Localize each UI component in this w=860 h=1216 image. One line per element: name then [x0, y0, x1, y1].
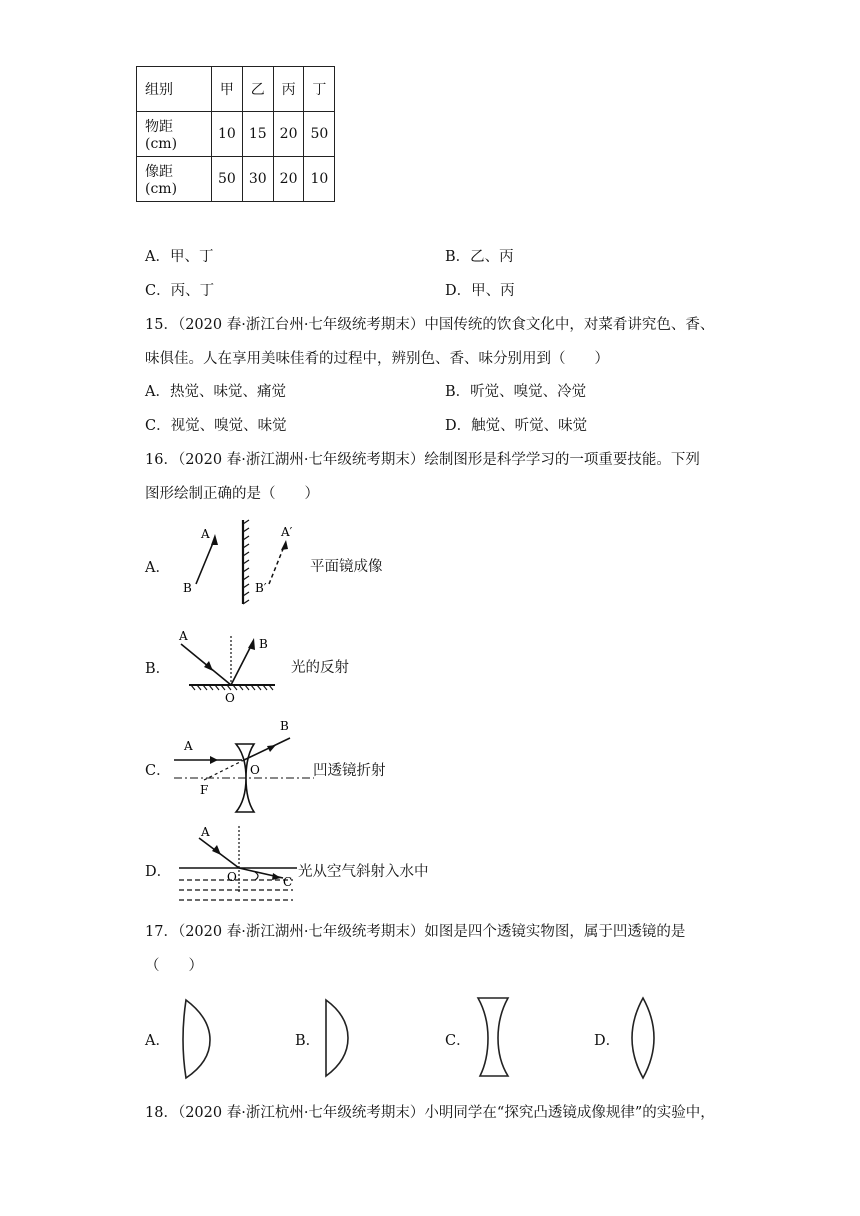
- q16-stem-line1: 16．（2020 春·浙江湖州·七年级统考期末）绘制图形是科学学习的一项重要技能。下列: [145, 452, 700, 468]
- q17-option-b[interactable]: B．: [295, 1033, 321, 1049]
- q17-stem-line2: （ ）: [145, 958, 203, 974]
- lens-a-icon: [174, 996, 218, 1082]
- table-cell: 像距(cm): [137, 157, 212, 202]
- table-cell: 15: [242, 112, 273, 157]
- label-a: A: [179, 629, 188, 643]
- table-cell: 20: [273, 112, 304, 157]
- q16-option-c-caption: 凹透镜折射: [313, 763, 386, 779]
- plane-mirror-diagram: [175, 516, 305, 608]
- table-cell: 丁: [304, 67, 335, 112]
- table-cell: 乙: [242, 67, 273, 112]
- q16-option-b[interactable]: B．: [145, 661, 171, 677]
- q15-option-c[interactable]: C．视觉、嗅觉、味觉: [145, 418, 287, 434]
- q15-option-a[interactable]: A．热觉、味觉、痛觉: [145, 384, 286, 400]
- q14-option-d[interactable]: D．甲、丙: [445, 283, 515, 299]
- table-cell: 30: [242, 157, 273, 202]
- concave-lens-icon: [474, 994, 514, 1080]
- q16-option-d[interactable]: D．: [145, 864, 172, 880]
- table-cell: 10: [212, 112, 243, 157]
- table-cell: 50: [212, 157, 243, 202]
- table-header-row: [137, 67, 335, 112]
- q16-option-d-caption: 光从空气斜射入水中: [298, 864, 429, 880]
- table-cell: 20: [273, 157, 304, 202]
- q16-option-b-caption: 光的反射: [291, 660, 349, 676]
- label-f: F: [200, 783, 209, 797]
- refraction-air-water-diagram: [175, 824, 300, 908]
- q15-stem-line1: 15．（2020 春·浙江台州·七年级统考期末）中国传统的饮食文化中，对菜肴讲究色、香、: [145, 317, 715, 333]
- q17-stem-line1: 17．（2020 春·浙江湖州·七年级统考期末）如图是四个透镜实物图，属于凹透镜的是: [145, 924, 686, 940]
- label-a: A: [201, 825, 210, 839]
- label-b: B: [259, 637, 268, 651]
- label-a: A: [184, 739, 193, 753]
- q14-option-c[interactable]: C．丙、丁: [145, 283, 215, 299]
- label-c: C: [283, 875, 293, 889]
- q16-option-a[interactable]: A．: [145, 560, 170, 576]
- label-b: B: [183, 581, 192, 595]
- q16-stem-line2: 图形绘制正确的是（ ）: [145, 486, 319, 502]
- q17-option-c[interactable]: C．: [445, 1033, 471, 1049]
- table-row: [137, 157, 335, 202]
- reflection-diagram: [175, 626, 285, 706]
- q16-option-c[interactable]: C．: [145, 763, 171, 779]
- q15-option-d[interactable]: D．触觉、听觉、味觉: [445, 418, 588, 434]
- convex-lens-icon: [628, 994, 658, 1080]
- table-cell: 物距(cm): [137, 112, 212, 157]
- label-b-prime: B′: [255, 581, 267, 595]
- label-o: O: [227, 870, 237, 884]
- q17-option-a[interactable]: A．: [145, 1033, 170, 1049]
- label-o: O: [250, 763, 260, 777]
- table-row: [137, 112, 335, 157]
- label-o: O: [225, 691, 235, 705]
- table-cell: 甲: [212, 67, 243, 112]
- lens-b-icon: [320, 996, 356, 1080]
- q15-option-b[interactable]: B．听觉、嗅觉、冷觉: [445, 384, 587, 400]
- label-a: A: [201, 527, 210, 541]
- q16-option-a-caption: 平面镜成像: [310, 559, 383, 575]
- table-cell: 50: [304, 112, 335, 157]
- q14-option-b[interactable]: B．乙、丙: [445, 249, 514, 265]
- q15-stem-line2: 味俱佳。人在享用美味佳肴的过程中，辨别色、香、味分别用到（ ）: [145, 351, 609, 367]
- concave-lens-diagram: [172, 716, 317, 814]
- q17-option-d[interactable]: D．: [594, 1033, 621, 1049]
- label-a-prime: A′: [281, 525, 293, 539]
- table-cell: 丙: [273, 67, 304, 112]
- table-cell: 10: [304, 157, 335, 202]
- q14-option-a[interactable]: A．甲、丁: [145, 249, 214, 265]
- label-b: B: [280, 719, 289, 733]
- table-cell: 组别: [137, 67, 212, 112]
- distance-table: [136, 66, 335, 202]
- q18-stem-line1: 18．（2020 春·浙江杭州·七年级统考期末）小明同学在“探究凸透镜成像规律”的实验中，: [145, 1105, 715, 1121]
